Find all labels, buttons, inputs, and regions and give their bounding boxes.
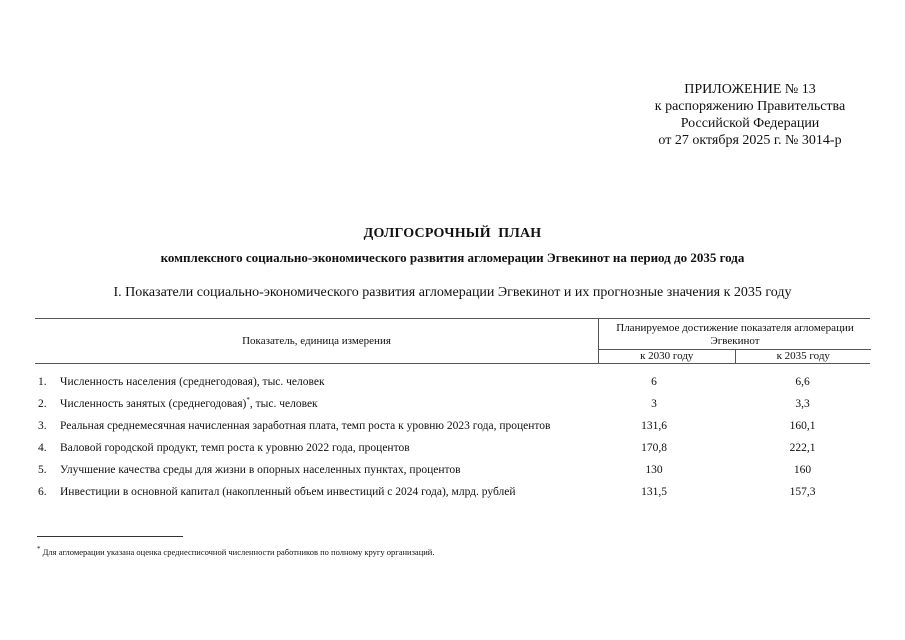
plan-title: ДОЛГОСРОЧНЫЙ ПЛАН [363,226,542,241]
header-group-title: Планируемое достижение показателя агломерации Эгвекинот [599,319,871,350]
row-value-2035: 160,1 [789,420,816,432]
plan-subtitle: комплексного социально-экономического развития агломерации Эгвекинот на период до 2035 года [160,250,745,265]
table-header [35,318,870,364]
row-value-2030: 130 [645,464,663,476]
row-value-2030: 3 [651,398,657,410]
row-indicator: Инвестиции в основной капитал (накопленный объем инвестиций с 2024 года), млрд. рублей [60,486,516,498]
row-number: 4. [38,442,47,454]
header-year-2030: к 2030 году [640,350,694,362]
section-title: I. Показатели социально-экономического развития агломерации Эгвекинот и их прогнозные значения к 2035 году [113,285,792,300]
table-row [35,464,870,477]
row-value-2030: 131,6 [641,420,667,432]
header-year-2035: к 2035 году [735,350,872,363]
row-value-2035: 157,3 [789,486,816,498]
header-years [599,350,871,363]
row-number: 6. [38,486,47,498]
appendix-ref-line: к распоряжению Правительства [654,99,846,114]
row-number: 5. [38,464,47,476]
row-number: 2. [38,398,47,410]
footnote-text: Для агломерации указана оценка среднесписочной численности работников по полному кругу организаций. [40,547,435,557]
row-indicator: Численность населения (среднегодовая), тыс. человек [60,376,325,388]
row-indicator: Валовой городской продукт, темп роста к уровню 2022 года, процентов [60,442,410,454]
appendix-ref-line: Российской Федерации [680,116,820,131]
row-value-2030: 170,8 [641,442,667,454]
row-number: 1. [38,376,47,388]
row-value-2035: 3,3 [795,398,810,410]
header-indicator: Показатель, единица измерения [242,335,391,347]
row-value-2035: 160 [793,464,812,476]
footnote-marker: * [37,545,41,554]
row-value-2030: 131,5 [641,486,667,498]
footnote-divider [37,536,183,537]
appendix-number: ПРИЛОЖЕНИЕ № 13 [684,82,816,97]
row-indicator [60,398,580,411]
header-group [598,319,871,363]
table-row [35,442,870,455]
row-value-2035: 222,1 [789,442,816,454]
appendix-date-number: от 27 октября 2025 г. № 3014-р [658,133,842,148]
table-row [35,398,870,411]
table-row [35,486,870,499]
footnote-marker: * [246,396,250,405]
table-row [35,420,870,433]
appendix-header [620,81,880,149]
indicators-table [35,318,870,508]
row-indicator: Реальная среднемесячная начисленная заработная плата, темп роста к уровню 2023 года, процентов [60,420,551,432]
table-row [35,376,870,389]
row-indicator-unit: , тыс. человек [249,398,318,410]
table-body [35,364,870,499]
row-indicator: Улучшение качества среды для жизни в опорных населенных пунктах, процентов [60,464,461,476]
row-indicator-text: Численность занятых (среднегодовая) [60,398,247,410]
row-value-2035: 6,6 [795,376,810,388]
row-number: 3. [38,420,47,432]
footnote [37,547,434,557]
row-value-2030: 6 [651,376,657,388]
